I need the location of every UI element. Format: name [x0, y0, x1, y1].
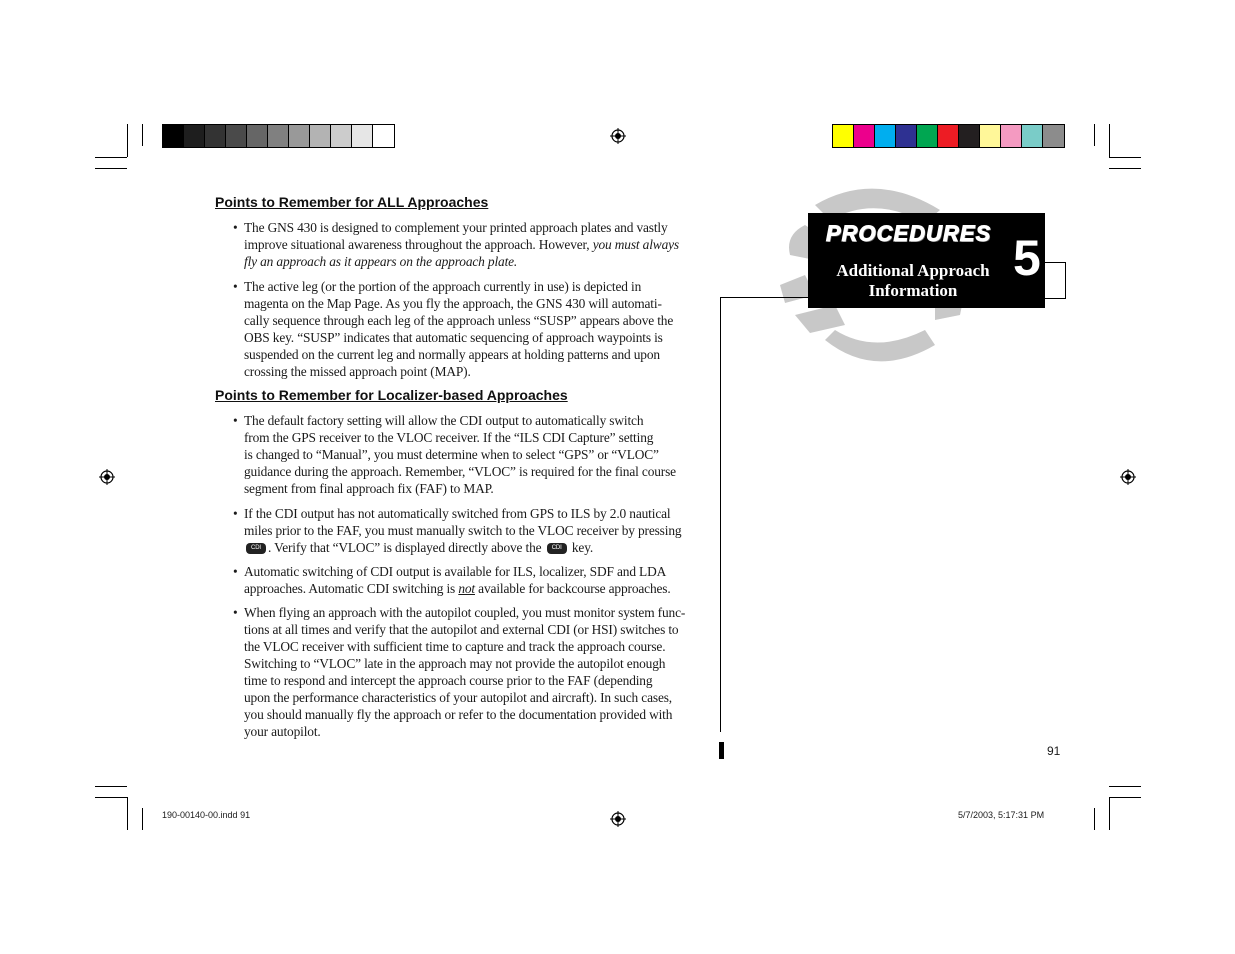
list-item	[233, 412, 705, 497]
color-swatch	[373, 125, 394, 147]
registration-mark-icon	[610, 811, 626, 827]
text-line: When flying an approach with the autopilot coupled, you must monitor system func-	[244, 605, 686, 620]
text-line: . Verify that “VLOC” is displayed directly above the	[268, 540, 545, 555]
chapter-title: PROCEDURES	[826, 221, 992, 246]
crop-mark	[1109, 168, 1141, 169]
text-line: cally sequence through each leg of the approach unless “SUSP” appears above the	[244, 313, 674, 328]
list-item-text	[244, 219, 705, 270]
crop-mark	[95, 157, 127, 158]
tab-connector	[1045, 262, 1066, 263]
list-item	[233, 219, 705, 270]
section-heading: Points to Remember for Localizer-based Approaches	[215, 387, 568, 403]
chapter-subtitle	[818, 261, 1008, 301]
color-swatch	[1043, 125, 1064, 147]
text-line: segment from final approach fix (FAF) to MAP.	[244, 481, 494, 496]
crop-mark	[1109, 786, 1141, 787]
tab-connector	[1045, 298, 1066, 299]
text-line: OBS key. “SUSP” indicates that automatic sequencing of approach waypoints is	[244, 330, 663, 345]
sidebar-rule	[720, 297, 721, 732]
crop-mark	[95, 168, 127, 169]
list-item-text	[244, 505, 705, 556]
crop-mark	[1109, 157, 1141, 158]
bullet: •	[233, 605, 238, 620]
crop-mark	[95, 797, 127, 798]
bullet: •	[233, 413, 238, 428]
text-line: crossing the missed approach point (MAP).	[244, 364, 471, 379]
cdi-key-icon: CDI	[246, 543, 266, 554]
emphasis-text: fly an approach as it appears on the approach plate.	[244, 254, 518, 269]
crop-mark	[1094, 808, 1095, 830]
bullet: •	[233, 564, 238, 579]
text-line: is changed to “Manual”, you must determine when to select “GPS” or “VLOC”	[244, 447, 659, 462]
text-line: tions at all times and verify that the autopilot and external CDI (or HSI) switches to	[244, 622, 679, 637]
page-number: 91	[1047, 744, 1061, 758]
color-swatch	[310, 125, 331, 147]
color-swatch	[854, 125, 875, 147]
bullet: •	[233, 506, 238, 521]
bullet: •	[233, 220, 238, 235]
emphasis-text: not	[458, 581, 475, 596]
list-item-text	[244, 412, 705, 497]
text-line: guidance during the approach. Remember, “VLOC” is required for the final course	[244, 464, 676, 479]
list-item	[233, 505, 705, 556]
color-swatch	[875, 125, 896, 147]
text-line: suspended on the current leg and normally appears at holding patterns and upon	[244, 347, 660, 362]
chapter-number: 5	[1013, 230, 1041, 286]
color-swatch	[289, 125, 310, 147]
chapter-tab	[808, 213, 1045, 308]
crop-mark	[1109, 797, 1141, 798]
text-line: The GNS 430 is designed to complement your printed approach plates and vastly	[244, 220, 668, 235]
text-line: your autopilot.	[244, 724, 321, 739]
crop-mark	[127, 124, 128, 157]
tab-connector	[1065, 262, 1066, 299]
chapter-subtitle-line: Additional Approach	[836, 261, 990, 280]
color-swatch	[1022, 125, 1043, 147]
text-line: approaches. Automatic CDI switching is	[244, 581, 459, 596]
cdi-key-icon: CDI	[547, 543, 567, 554]
list-item	[233, 604, 705, 740]
color-swatch	[917, 125, 938, 147]
page-marker	[719, 742, 724, 759]
color-swatch	[268, 125, 289, 147]
list-item-text	[244, 278, 705, 380]
list-item	[233, 278, 705, 380]
grayscale-bar	[162, 124, 395, 148]
text-line: time to respond and intercept the approach course prior to the FAF (depending	[244, 673, 653, 688]
list-item-text	[244, 604, 705, 740]
text-line: miles prior to the FAF, you must manually switch to the VLOC receiver by pressing	[244, 523, 682, 538]
list-item	[233, 563, 705, 597]
text-line: magenta on the Map Page. As you fly the approach, the GNS 430 will automati-	[244, 296, 662, 311]
text-line: upon the performance characteristics of your autopilot and aircraft). In such cases,	[244, 690, 672, 705]
color-swatch	[938, 125, 959, 147]
crop-mark	[1094, 124, 1095, 146]
text-line: key.	[568, 540, 594, 555]
color-swatch	[896, 125, 917, 147]
color-swatch	[980, 125, 1001, 147]
text-line: If the CDI output has not automatically switched from GPS to ILS by 2.0 nautical	[244, 506, 671, 521]
crop-mark	[142, 124, 143, 146]
text-line: available for backcourse approaches.	[474, 581, 671, 596]
text-line: improve situational awareness throughout the approach. However,	[244, 237, 593, 252]
crop-mark	[1109, 797, 1110, 830]
color-swatch	[226, 125, 247, 147]
slug-file: 190-00140-00.indd 91	[162, 810, 251, 820]
emphasis-text: you must always	[592, 237, 679, 252]
text-line: you should manually fly the approach or refer to the documentation provided with	[244, 707, 673, 722]
color-swatch	[959, 125, 980, 147]
text-line: the VLOC receiver with sufficient time to capture and track the approach course.	[244, 639, 666, 654]
registration-mark-icon	[1120, 469, 1136, 485]
registration-mark-icon	[99, 469, 115, 485]
crop-mark	[1109, 124, 1110, 157]
color-bar	[832, 124, 1065, 148]
text-line: from the GPS receiver to the VLOC receiver. If the “ILS CDI Capture” setting	[244, 430, 654, 445]
color-swatch	[205, 125, 226, 147]
color-swatch	[247, 125, 268, 147]
color-swatch	[184, 125, 205, 147]
color-swatch	[833, 125, 854, 147]
list-item-text	[244, 563, 705, 597]
color-swatch	[1001, 125, 1022, 147]
crop-mark	[95, 786, 127, 787]
text-line: The default factory setting will allow the CDI output to automatically switch	[244, 413, 644, 428]
bullet: •	[233, 279, 238, 294]
color-swatch	[331, 125, 352, 147]
registration-mark-icon	[610, 128, 626, 144]
chapter-subtitle-line: Information	[868, 281, 958, 300]
text-line: The active leg (or the portion of the approach currently in use) is depicted in	[244, 279, 642, 294]
section-heading: Points to Remember for ALL Approaches	[215, 194, 489, 210]
color-swatch	[163, 125, 184, 147]
tab-connector	[720, 297, 808, 298]
crop-mark	[127, 797, 128, 830]
slug-date: 5/7/2003, 5:17:31 PM	[958, 810, 1045, 820]
text-line: Automatic switching of CDI output is available for ILS, localizer, SDF and LDA	[244, 564, 667, 579]
color-swatch	[352, 125, 373, 147]
text-line: Switching to “VLOC” late in the approach may not provide the autopilot enough	[244, 656, 666, 671]
crop-mark	[142, 808, 143, 830]
